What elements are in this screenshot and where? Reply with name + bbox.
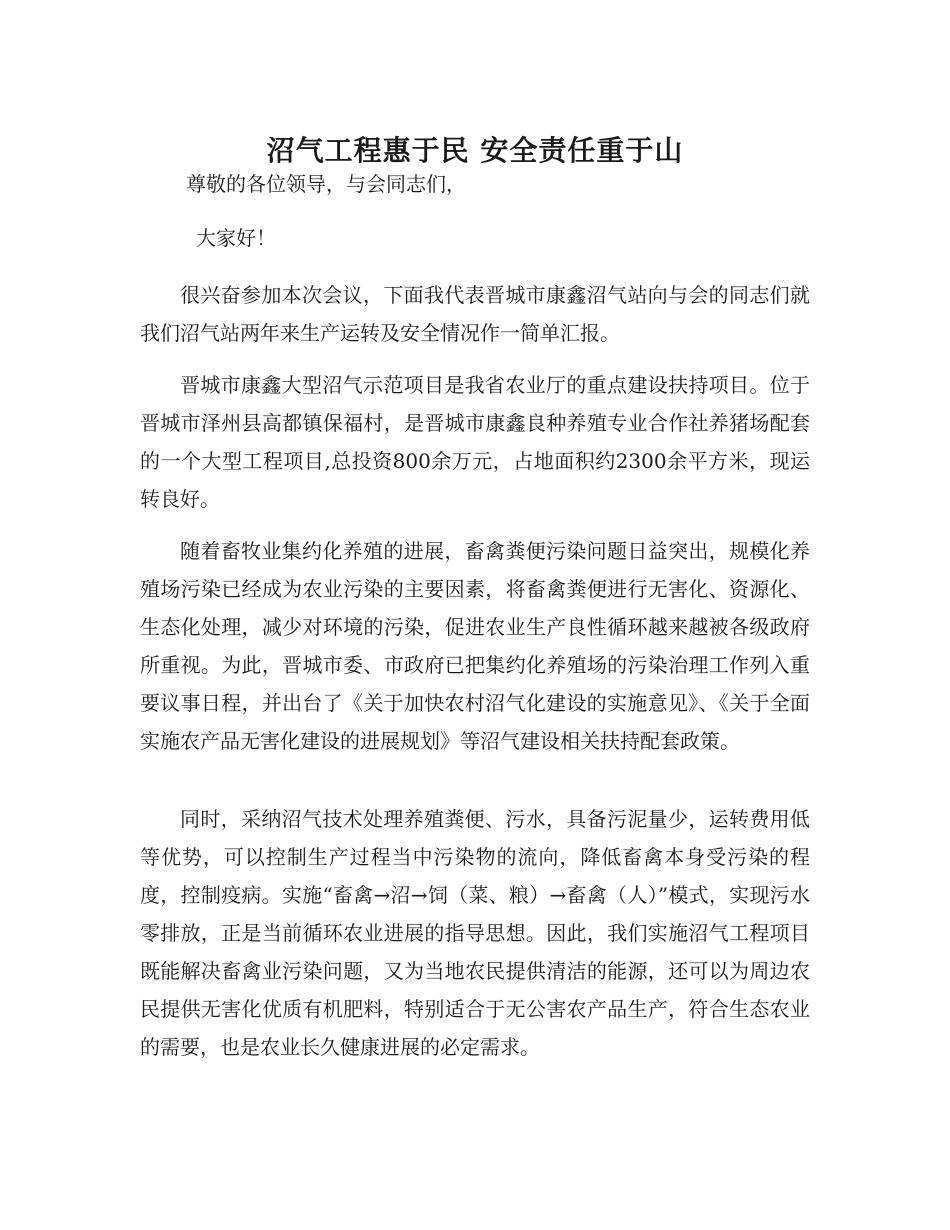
paragraph-project-overview: 晋城市康鑫大型沼气示范项目是我省农业厅的重点建设扶持项目。位于晋城市泽州县高都镇保福村，是晋城市康鑫良种养殖专业合作社养猪场配套的一个大型工程项目,总投资800余万元，占地面积约2300余平方米，现运转良好。 bbox=[140, 373, 810, 511]
document-title: 沼气工程惠于民 安全责任重于山 bbox=[266, 133, 684, 167]
paragraph-policy-background: 随着畜牧业集约化养殖的进展，畜禽粪便污染问题日益突出，规模化养殖场污染已经成为农业污染的主要因素，将畜禽粪便进行无害化、资源化、生态化处理，减少对环境的污染，促进农业生产良性循环越来越被各级政府所重视。为此，晋城市委、市政府已把集约化养殖场的污染治理工作列入重要议事日程，并出台了《关于加快农村沼气化建设的实施意见》、《关于全面实施农产品无害化建设的进展规划》等沼气建设相关扶持配套政策。 bbox=[140, 539, 810, 753]
greeting-line: 大家好！ bbox=[196, 226, 276, 250]
salutation-line: 尊敬的各位领导，与会同志们， bbox=[186, 172, 466, 196]
paragraph-introduction: 很兴奋参加本次会议，下面我代表晋城市康鑫沼气站向与会的同志们就我们沼气站两年来生产运转及安全情况作一简单汇报。 bbox=[140, 283, 810, 345]
paragraph-benefits: 同时，采纳沼气技术处理养殖粪便、污水，具备污泥量少，运转费用低等优势，可以控制生产过程当中污染物的流向，降低畜禽本身受污染的程度，控制疫病。实施“畜禽→沼→饲（菜、粮）→畜禽（人）”模式，实现污水零排放，正是当前循环农业进展的指导思想。因此，我们实施沼气工程项目既能解决畜禽业污染问题，又为当地农民提供清洁的能源，还可以为周边农民提供无害化优质有机肥料，特别适合于无公害农产品生产，符合生态农业的需要，也是农业长久健康进展的必定需求。 bbox=[140, 807, 810, 1059]
